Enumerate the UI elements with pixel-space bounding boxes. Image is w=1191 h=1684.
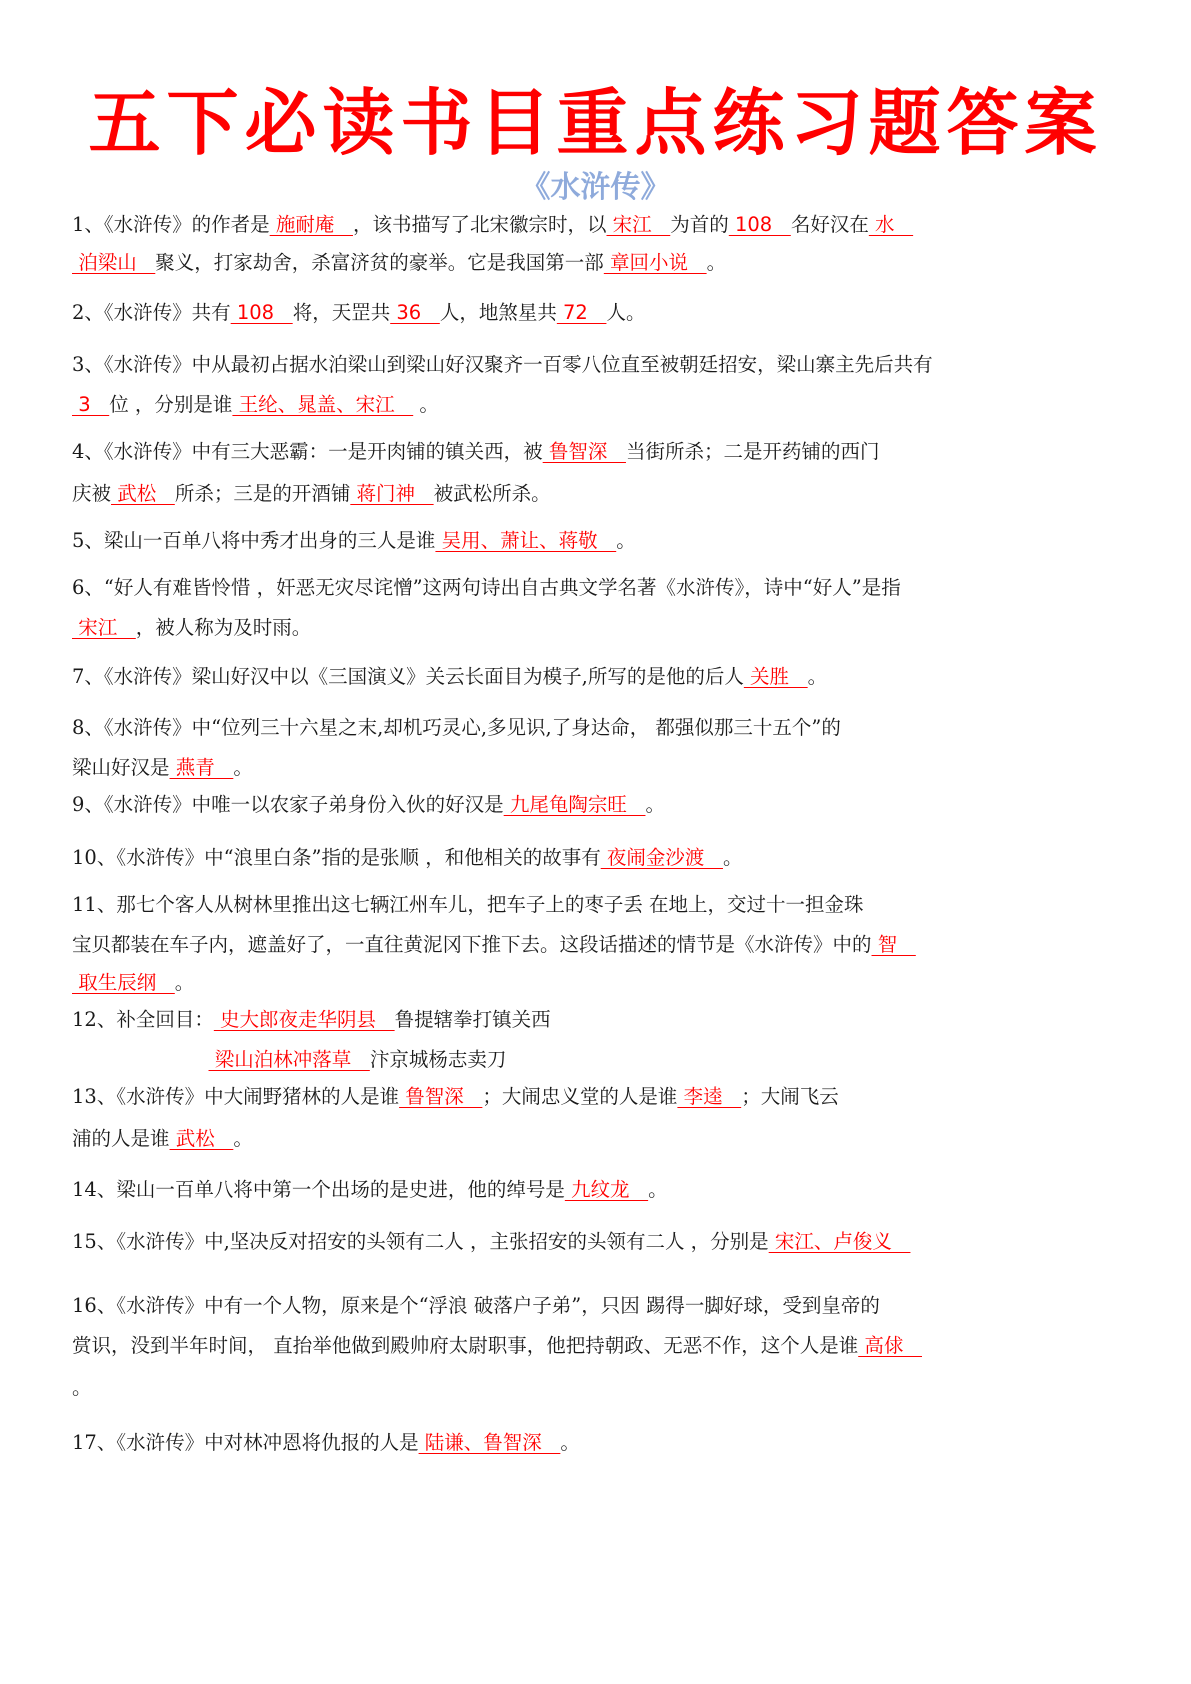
question-text: 宝贝都装在车子内，遮盖好了，一直往黄泥冈下推下去。这段话描述的情节是《水浒传》中的 xyxy=(72,933,872,956)
answer-blank: 燕青 xyxy=(169,756,234,779)
question-9-line xyxy=(72,785,1132,825)
question-12-line xyxy=(72,1000,1132,1040)
question-11-line xyxy=(72,925,1132,965)
answer-blank: 宋江、卢俊义 xyxy=(768,1230,911,1253)
question-10-line xyxy=(72,838,1132,878)
answer-blank: 梁山泊林冲落草 xyxy=(208,1048,370,1071)
question-2-line xyxy=(72,293,1132,333)
question-text: 。 xyxy=(706,251,727,274)
answer-blank: 108 xyxy=(728,213,791,236)
answer-blank: 鲁智深 xyxy=(399,1085,483,1108)
question-8-line xyxy=(72,748,1132,788)
question-text: 名好汉在 xyxy=(790,213,869,236)
question-text: 赏识，没到半年时间， 直抬举他做到殿帅府太尉职事，他把持朝政、无恶不作，这个人是谁 xyxy=(72,1334,859,1357)
answer-blank: 吴用、萧让、蒋敬 xyxy=(435,529,617,552)
question-3-line xyxy=(72,345,1132,385)
answer-blank: 108 xyxy=(230,301,293,324)
question-text: 9、《水浒传》中唯一以农家子弟身份入伙的好汉是 xyxy=(72,793,504,816)
question-text: 15、《水浒传》中,坚决反对招安的头领有二人 ，主张招安的头领有二人 ，分别是 xyxy=(72,1230,769,1253)
answer-blank: 夜闹金沙渡 xyxy=(600,846,723,869)
question-text: 将，天罡共 xyxy=(292,301,391,324)
question-6-line xyxy=(72,568,1132,608)
answer-blank: 取生辰纲 xyxy=(72,971,175,994)
question-text: 当街所杀；二是开药铺的西门 xyxy=(625,440,880,463)
answer-blank: 蒋门神 xyxy=(350,482,434,505)
question-text: 。 xyxy=(560,1431,580,1454)
question-text: 。 xyxy=(645,793,665,816)
question-text: 8、《水浒传》中“位列三十六星之末,却机巧灵心,多见识,了身达命， 都强似那三十五个”的 xyxy=(72,716,841,739)
question-text: 11、那七个客人从树林里推出这七辆江州车儿，把车子上的枣子丢 在地上，交过十一担金珠 xyxy=(72,893,864,916)
question-11-line xyxy=(72,885,1132,925)
question-1-line xyxy=(72,243,1132,283)
question-text: 2、《水浒传》共有 xyxy=(72,301,231,324)
question-text: ；大闹忠义堂的人是谁 xyxy=(482,1085,678,1108)
question-text: 浦的人是谁 xyxy=(72,1127,170,1150)
question-text: ，被人称为及时雨。 xyxy=(135,616,312,639)
question-text: 庆被 xyxy=(72,482,112,505)
question-text: ，该书描写了北宋徽宗时，以 xyxy=(352,213,607,236)
question-text: 。 xyxy=(723,846,743,869)
answer-blank: 章回小说 xyxy=(603,251,707,274)
question-text: 位 ，分别是谁 xyxy=(109,393,233,416)
question-text xyxy=(72,1048,209,1071)
question-11-line xyxy=(72,963,1132,1003)
answer-blank: 武松 xyxy=(169,1127,234,1150)
question-16-line xyxy=(72,1326,1132,1366)
question-17-line xyxy=(72,1423,1132,1463)
answer-blank: 智 xyxy=(871,933,916,956)
question-text: 梁山好汉是 xyxy=(72,756,170,779)
question-8-line xyxy=(72,708,1132,748)
question-text: 为首的 xyxy=(670,213,729,236)
question-text: 鲁提辖拳打镇关西 xyxy=(394,1008,551,1031)
question-text: 16、《水浒传》中有一个人物，原来是个“浮浪 破落户子弟”，只因 踢得一脚好球，受到皇帝的 xyxy=(72,1294,880,1317)
answer-blank: 王纶、晁盖、宋江 xyxy=(232,393,414,416)
question-text: 人。 xyxy=(606,301,646,324)
question-text: 4、《水浒传》中有三大恶霸：一是开肉铺的镇关西，被 xyxy=(72,440,543,463)
book-subtitle: 《水浒传》 xyxy=(520,170,671,205)
answer-blank: 李逵 xyxy=(677,1085,742,1108)
answer-blank: 九纹龙 xyxy=(564,1178,649,1201)
question-1-line xyxy=(72,205,1132,245)
question-text: 13、《水浒传》中大闹野猪林的人是谁 xyxy=(72,1085,400,1108)
question-4-line xyxy=(72,432,1132,472)
question-text: 。 xyxy=(807,665,828,688)
question-text: 3、《水浒传》中从最初占据水泊梁山到梁山好汉聚齐一百零八位直至被朝廷招安，梁山寨主先后共有 xyxy=(72,353,933,376)
answer-blank: 高俅 xyxy=(858,1334,922,1357)
question-text: 。 xyxy=(616,529,636,552)
answer-blank: 宋江 xyxy=(72,616,136,639)
question-text: 所杀；三是的开酒铺 xyxy=(174,482,351,505)
question-text: 被武松所杀。 xyxy=(433,482,551,505)
question-text: 汴京城杨志卖刀 xyxy=(369,1048,507,1071)
answer-blank: 水 xyxy=(868,213,914,236)
question-12-line xyxy=(72,1040,1132,1080)
question-13-line xyxy=(72,1119,1132,1159)
answer-blank: 鲁智深 xyxy=(542,440,626,463)
question-15-line xyxy=(72,1222,1132,1262)
question-text: 7、《水浒传》梁山好汉中以《三国演义》关云长面目为模子,所写的是他的后人 xyxy=(72,665,744,688)
question-text: 17、《水浒传》中对林冲恩将仇报的人是 xyxy=(72,1431,419,1454)
question-5-line xyxy=(72,521,1132,561)
question-16-line xyxy=(72,1286,1132,1326)
answer-blank: 泊梁山 xyxy=(72,251,156,274)
question-text: 。 xyxy=(413,393,439,416)
answer-blank: 施耐庵 xyxy=(269,213,353,236)
question-16-line xyxy=(72,1368,1132,1408)
answer-blank: 72 xyxy=(556,301,607,324)
question-7-line xyxy=(72,657,1132,697)
question-14-line xyxy=(72,1170,1132,1210)
question-text: 14、梁山一百单八将中第一个出场的是史进，他的绰号是 xyxy=(72,1178,565,1201)
answer-blank: 3 xyxy=(72,393,110,416)
answer-blank: 关胜 xyxy=(743,665,808,688)
question-text: 12、补全回目： xyxy=(72,1008,214,1031)
answer-blank: 九尾龟陶宗旺 xyxy=(503,793,646,816)
page-title: 五下必读书目重点练习题答案 xyxy=(88,81,1103,165)
answer-blank: 36 xyxy=(390,301,440,324)
question-text: 6、“好人有难皆怜惜 ，奸恶无灾尽诧憎”这两句诗出自古典文学名著《水浒传》，诗中“好人”是指 xyxy=(72,576,901,599)
question-6-line xyxy=(72,608,1132,648)
question-text: 10、《水浒传》中“浪里白条”指的是张顺 ，和他相关的故事有 xyxy=(72,846,601,869)
answer-blank: 武松 xyxy=(111,482,175,505)
question-text: 。 xyxy=(648,1178,668,1201)
question-13-line xyxy=(72,1077,1132,1117)
question-text: 。 xyxy=(233,1127,253,1150)
answer-blank: 宋江 xyxy=(606,213,671,236)
answer-blank: 陆谦、鲁智深 xyxy=(418,1431,561,1454)
question-text: 。 xyxy=(174,971,195,994)
question-text: 5、梁山一百单八将中秀才出身的三人是谁 xyxy=(72,529,436,552)
answer-blank: 史大郎夜走华阴县 xyxy=(213,1008,395,1031)
question-text: 。 xyxy=(72,1376,92,1399)
question-text: 1、《水浒传》的作者是 xyxy=(72,213,270,236)
question-text: 。 xyxy=(233,756,253,779)
question-3-line xyxy=(72,385,1132,425)
question-text: 人，地煞星共 xyxy=(439,301,557,324)
question-text: ；大闹飞云 xyxy=(741,1085,839,1108)
question-4-line xyxy=(72,474,1132,514)
question-text: 聚义，打家劫舍，杀富济贫的豪举。它是我国第一部 xyxy=(155,251,604,274)
